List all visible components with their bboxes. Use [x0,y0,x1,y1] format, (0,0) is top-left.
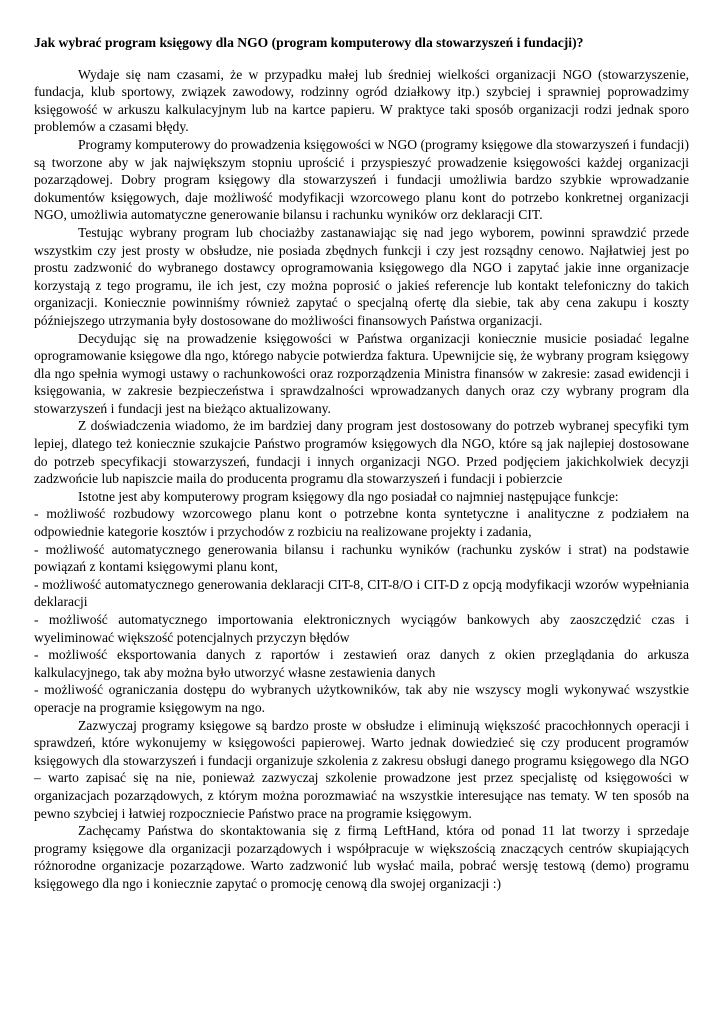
list-item: - możliwość rozbudowy wzorcowego planu kont o potrzebne konta syntetyczne i analityczne z podziałem na odpowiednie kategorie kosztów i przychodów z rozbiciu na realizowane projekty i zadania, [34,506,689,540]
list-item: - możliwość automatycznego generowania deklaracji CIT-8, CIT-8/O i CIT-D z opcją modyfikacji wzorów wypełniania deklaracji [34,576,689,610]
document-title: Jak wybrać program księgowy dla NGO (program komputerowy dla stowarzyszeń i fundacji)? [34,35,584,50]
list-item: - możliwość automatycznego generowania bilansu i rachunku wyników (rachunku zysków i strat) na podstawie powiązań z kontami księgowymi planu kont, [34,541,689,575]
list-item: - możliwość automatycznego importowania elektronicznych wyciągów bankowych aby zaoszczędzić czas i wyeliminować większość potencjalnych przyczyn błędów [34,612,689,645]
list-item: - możliwość eksportowania danych z raportów i zestawień oraz danych z okien przeglądania do arkusza kalkulacyjnego, tak aby można było utworzyć własne zestawienia danych [34,647,689,680]
paragraph-functions-intro: Istotne jest aby komputerowy program księgowy dla ngo posiadał co najmniej następujące funkcje: [78,488,619,504]
list-item: - możliwość ograniczania dostępu do wybranych użytkowników, tak aby nie wszyscy mogli wykonywać wszystkie operacje na programie księgowym na ngo. [34,682,689,715]
paragraph-experience: Z doświadczenia wiadomo, że im bardziej dany program jest dostosowany do potrzeb wybranej specyfiki tym lepiej, dlatego też koniecznie szukajcie Państwo programów księgowych dla NGO, które są jak najlepiej dostosowane do potrzeb specyfikacji stowarzyszeń, fundacji i innych organizacji NGO. Przed podjęciem jakichkolwiek decyzji zadzwońcie lub napiszcie maila do producenta programu dla stowarzyszeń i fundacji i pobierzcie [34,418,689,487]
paragraph-testing-program: Testując wybrany program lub chociażby zastanawiając się nad jego wyborem, powinni sprawdzić przede wszystkim czy jest prosty w obsłudze, nie posiada zbędnych funkcji i czy jest rozsądny cenowo. Najłatwiej jest po prostu zadzwonić do wybranego dostawcy oprogramowania księgowego dla NGO i zapytać jakie inne organizacje korzystają z tego programu, ile ich jest, czy można poprosić o jakieś referencje lub kontakt telefoniczny do takich organizacji. Koniecznie powinniśmy również zapytać o specjalną ofertę dla siebie, tak aby cena zakupu i koszty późniejszego utrzymania były dostosowane do możliwości finansowych Państwa organizacji. [34,224,689,328]
paragraph-training: Zazwyczaj programy księgowe są bardzo proste w obsłudze i eliminują większość pracochłonnych operacji i sprawdzeń, które wykonujemy w księgowości papierowej. Warto jednak dowiedzieć się czy producent programów księgowych dla stowarzyszeń i fundacji organizuje szkolenia z zakresu obsługi danego programu księgowego dla NGO – warto zapisać się na nie, ponieważ zazwyczaj szkolenie prowadzone jest przez specjalistę od księgowości w organizacjach pozarządowych, z którym można porozmawiać na wszystkie interesujące nas tematy. W ten sposób na pewno szybciej i łatwiej rozpoczniecie Państwo prace na programie księgowym. [34,717,689,821]
paragraph-intro: Wydaje się nam czasami, że w przypadku małej lub średniej wielkości organizacji NGO (stowarzyszenie, fundacja, klub sportowy, związek zawodowy, rodzinny ogród działkowy itp.) szybciej i sprawniej poprowadzimy księgowość w arkuszu kalkulacyjnym lub na kartce papieru. W praktyce taki sposób organizacji rodzi jednak sporo problemów a czasami błędy. [34,66,689,135]
paragraph-contact-lefthand: Zachęcamy Państwa do skontaktowania się z firmą LeftHand, która od ponad 11 lat tworzy i sprzedaje programy księgowe dla organizacji pozarządowych i współpracuje w większością znaczących centrów skupiających różnorodne organizacje pozarządowe. Warto zadzwonić lub wysłać maila, pobrać wersję testową (demo) programu księgowego dla ngo i koniecznie zapytać o promocję cenową dla swojej organizacji :) [34,823,689,891]
document-page [34,34,689,893]
paragraph-legal-software: Decydując się na prowadzenie księgowości w Państwa organizacji koniecznie musicie posiadać legalne oprogramowanie księgowe dla ngo, którego nabycie potwierdza faktura. Upewnijcie się, że wybrany program księgowy dla ngo spełnia wymogi ustawy o rachunkowości oraz rozporządzenia Ministra finansów w zakresie: zasad ewidencji i księgowania, w zakresie bezpieczeństwa i sprawdzalności wprowadzanych danych oraz czy wybrany program dla stowarzyszeń i fundacji jest na bieżąco aktualizowany. [34,330,689,416]
paragraph-programs-purpose: Programy komputerowy do prowadzenia księgowości w NGO (programy księgowe dla stowarzyszeń i fundacji) są tworzone aby w jak największym stopniu uprościć i przyspieszyć prowadzenie księgowości każdej organizacji pozarządowej. Dobry program księgowy dla stowarzyszeń i fundacji umożliwia bardzo szybkie wprowadzanie dokumentów księgowych, daje możliwość modyfikacji wzorcowego planu kont do potrzebo konkretnej organizacji NGO, umożliwia automatyczne generowanie bilansu i rachunku wyników orz deklaracji CIT. [34,136,689,223]
